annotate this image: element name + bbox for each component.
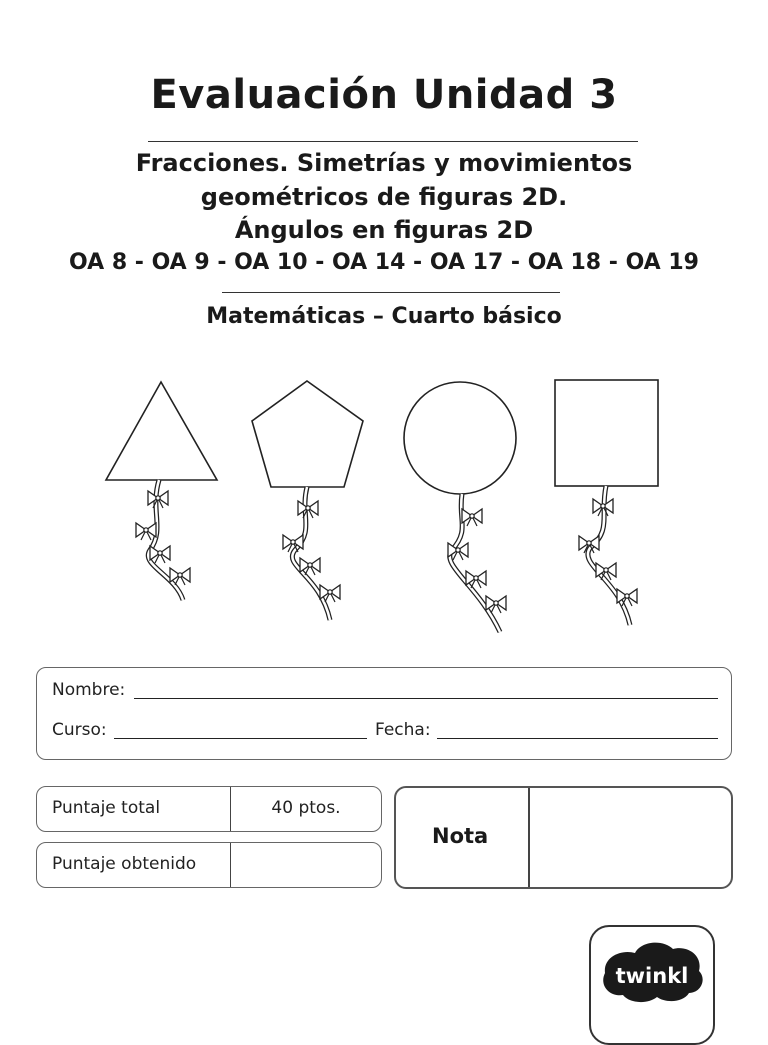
date-label: Fecha:: [375, 720, 431, 740]
title-divider: [148, 141, 638, 142]
grade-divider: [528, 788, 530, 887]
page-title: Evaluación Unidad 3: [150, 72, 618, 118]
subtitle-line-1: Fracciones. Simetrías y movimientos: [135, 149, 633, 177]
twinkl-logo-text: twinkl: [615, 964, 689, 988]
total-score-label: Puntaje total: [52, 798, 161, 818]
obtained-score-row: [36, 842, 382, 888]
obtained-score-divider: [230, 843, 231, 887]
course-field[interactable]: [114, 738, 367, 739]
grade-box: [394, 786, 733, 889]
brand-tab: [589, 925, 715, 1045]
subtitle-line-2: geométricos de figuras 2D.: [200, 183, 568, 211]
subtitle-divider: [222, 292, 560, 293]
date-field[interactable]: [437, 738, 718, 739]
kites-illustration: [0, 370, 768, 650]
course-subtitle: Matemáticas – Cuarto básico: [206, 304, 562, 329]
total-score-value: 40 ptos.: [271, 798, 341, 818]
name-label: Nombre:: [52, 680, 126, 700]
circle-kite: [404, 382, 516, 632]
triangle-kite: [106, 382, 217, 600]
obtained-score-label: Puntaje obtenido: [52, 854, 197, 874]
twinkl-logo: [591, 927, 713, 1023]
student-info-box: [36, 667, 732, 760]
course-label: Curso:: [52, 720, 107, 740]
grade-label: Nota: [432, 824, 489, 848]
total-score-row: [36, 786, 382, 832]
name-field[interactable]: [134, 698, 718, 699]
square-kite: [555, 380, 658, 625]
learning-objectives: OA 8 - OA 9 - OA 10 - OA 14 - OA 17 - OA 18 - OA 19: [69, 250, 699, 275]
pentagon-kite: [252, 381, 363, 620]
subtitle-line-3: Ángulos en figuras 2D: [234, 216, 534, 244]
